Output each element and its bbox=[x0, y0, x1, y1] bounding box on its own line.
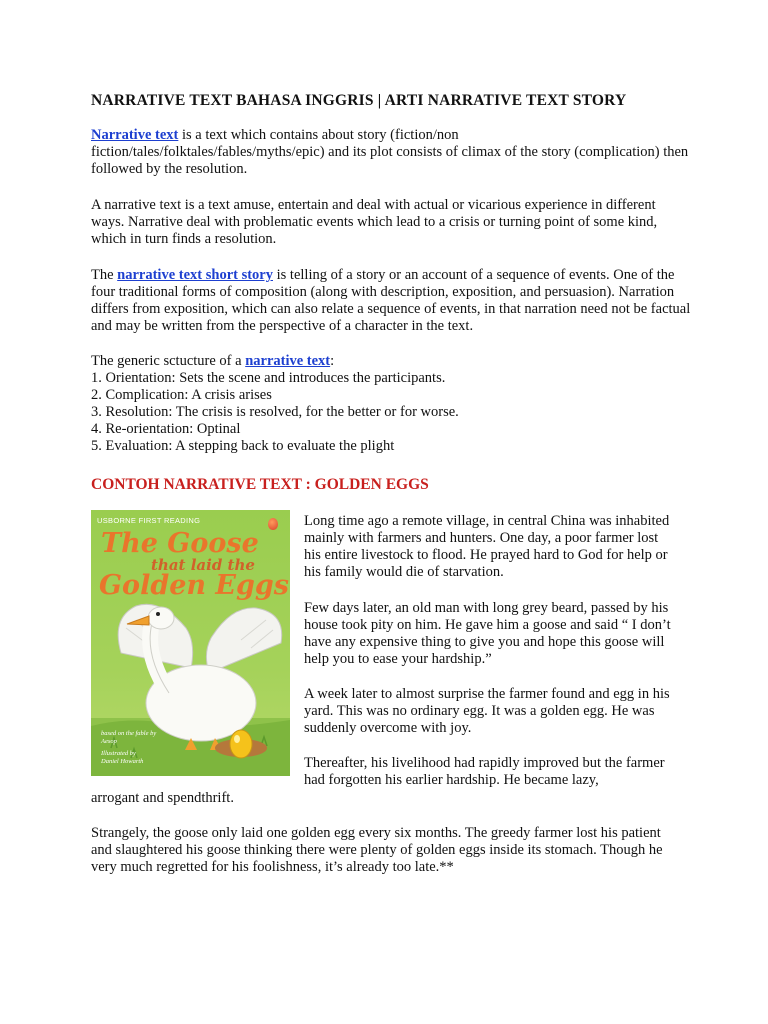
cover-series-label: USBORNE FIRST READING bbox=[97, 516, 201, 525]
structure-lead-text: The generic sctucture of a bbox=[91, 353, 246, 369]
balloon-logo-icon bbox=[268, 518, 278, 530]
intro-paragraph bbox=[91, 127, 691, 178]
cover-credit-line4: Daniel Howarth bbox=[101, 758, 144, 765]
page-title: NARRATIVE TEXT BAHASA INGGRIS | ARTI NARRATIVE TEXT STORY bbox=[91, 92, 627, 109]
narrative-text-link[interactable]: Narrative text bbox=[91, 127, 179, 143]
list-item: 5. Evaluation: A stepping back to evaluate the plight bbox=[91, 438, 395, 454]
cover-credit-line1: based on the fable by bbox=[101, 730, 157, 737]
story-paragraph-1: Long time ago a remote village, in central China was inhabited mainly with farmers and hunters. One day, a poor farmer lost his entire livestock to flood. He prayed hard to God for help or his family would die of starvation. bbox=[304, 513, 670, 580]
narrative-text-short-story-link[interactable]: narrative text short story bbox=[117, 267, 273, 283]
story-paragraph-2: Few days later, an old man with long grey beard, passed by his house took pity on him. He gave him a goose and said “ I don’t have any expensive thing to give you and hope this goose will help you to ease your hardship.” bbox=[304, 600, 671, 667]
book-cover-image bbox=[91, 510, 290, 776]
intro-text: is a text which contains about story (fiction/non fiction/tales/folktales/fables/myths/epic) and its plot consists of climax of the story (complication) then followed by the resolution. bbox=[91, 127, 689, 177]
generic-structure-list bbox=[91, 353, 691, 455]
list-item: 2. Complication: A crisis arises bbox=[91, 387, 272, 403]
cover-credit-line2: Aesop bbox=[101, 738, 117, 745]
list-item: 1. Orientation: Sets the scene and introduces the participants. bbox=[91, 370, 446, 386]
cover-credit-line3: Illustrated by bbox=[101, 750, 136, 757]
short-story-text: is telling of a story or an account of a sequence of events. One of the four traditional forms of composition (along with description, exposition, and persuasion). Narration differs from exposition, which can also relate a sequence of events, in that narration need not be factual and may be written from the perspective of a character in the text. bbox=[91, 267, 691, 334]
cover-title-line3: Golden Eggs bbox=[99, 570, 289, 601]
example-heading: CONTOH NARRATIVE TEXT : GOLDEN EGGS bbox=[91, 476, 429, 493]
definition-paragraph: A narrative text is a text amuse, entertain and deal with actual or vicarious experience in different ways. Narrative deal with problematic events which lead to a crisis or turning point of some kind, which in turn finds a resolution. bbox=[91, 197, 658, 247]
story-paragraph-4-continued: arrogant and spendthrift. bbox=[91, 790, 234, 806]
cover-title-line1: The Goose bbox=[101, 528, 259, 559]
structure-colon: : bbox=[330, 353, 335, 369]
story-paragraph-5: Strangely, the goose only laid one golden egg every six months. The greedy farmer lost his patient and slaughtered his goose thinking there were plenty of golden eggs inside its stomach. Though he very much regretted for his foolishness, it’s already too late.** bbox=[91, 825, 663, 875]
narrative-text-structure-link[interactable]: narrative text bbox=[245, 353, 331, 369]
list-item: 4. Re-orientation: Optinal bbox=[91, 421, 241, 437]
cover-title-line2: that laid the bbox=[151, 556, 255, 574]
story-paragraph-4: Thereafter, his livelihood had rapidly improved but the farmer had forgotten his earlier hardship. He became lazy, bbox=[304, 755, 665, 788]
short-story-paragraph bbox=[91, 267, 691, 335]
list-item: 3. Resolution: The crisis is resolved, for the better or for worse. bbox=[91, 404, 459, 420]
short-story-lead: The bbox=[91, 267, 118, 283]
story-paragraph-3: A week later to almost surprise the farmer found and egg in his yard. This was no ordinary egg. It was a golden egg. He was suddenly overcome with joy. bbox=[304, 686, 670, 736]
structure-lead bbox=[91, 353, 691, 370]
